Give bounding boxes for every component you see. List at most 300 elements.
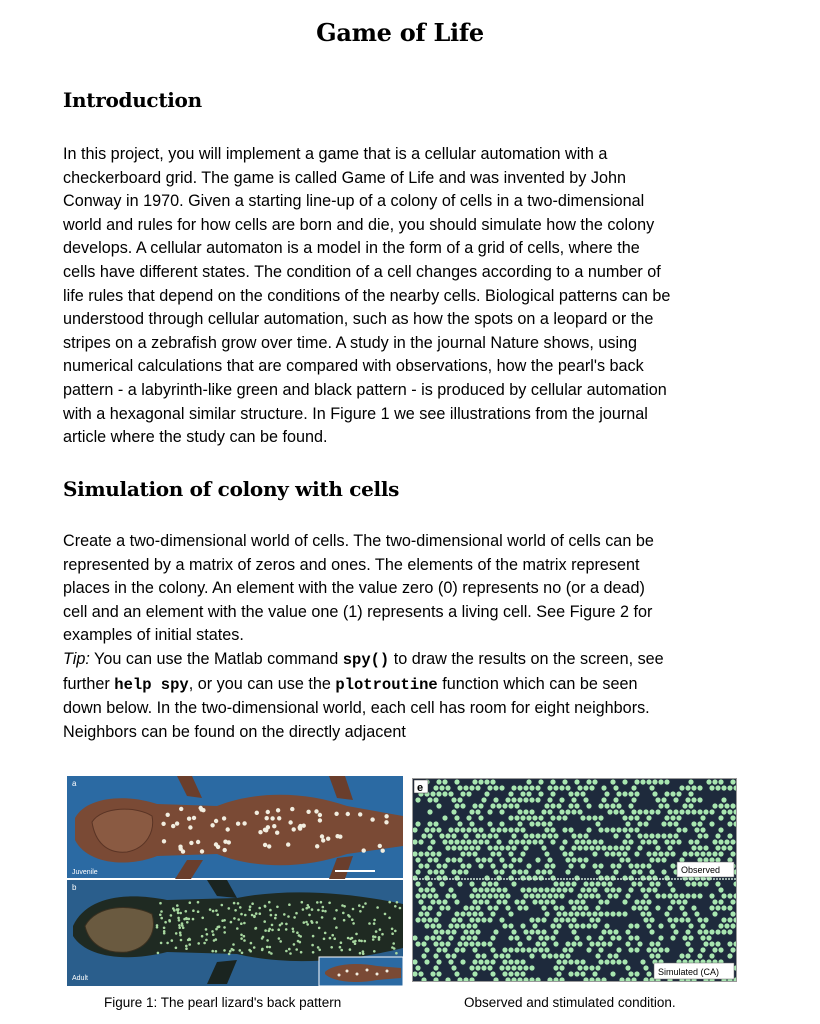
pattern-cell [460, 791, 465, 796]
adult-spot [197, 910, 200, 913]
pattern-cell [622, 911, 627, 916]
adult-spot [259, 912, 262, 915]
pattern-cell [562, 827, 567, 832]
adult-spot [188, 938, 191, 941]
adult-spot [263, 920, 266, 923]
pattern-cell [685, 785, 690, 790]
adult-spot [358, 904, 361, 907]
pattern-cell [574, 971, 579, 976]
pattern-cell [685, 941, 690, 946]
pattern-cell [538, 839, 543, 844]
pattern-cell [541, 929, 546, 934]
pattern-cell [691, 821, 696, 826]
pattern-cell [475, 941, 480, 946]
pattern-cell [472, 971, 477, 976]
pattern-cell [568, 971, 573, 976]
pattern-cell [469, 881, 474, 886]
pattern-cell [625, 941, 630, 946]
pattern-cell [589, 893, 594, 898]
pattern-cell [685, 953, 690, 958]
pattern-cell [529, 785, 534, 790]
pattern-cell [487, 941, 492, 946]
pattern-cell [676, 791, 681, 796]
pattern-cell [676, 827, 681, 832]
pattern-cell [661, 857, 666, 862]
pattern-cell [439, 929, 444, 934]
pattern-cell [658, 803, 663, 808]
adult-spot [228, 907, 231, 910]
pattern-cell [577, 941, 582, 946]
pattern-cell [502, 827, 507, 832]
pattern-cell [592, 887, 597, 892]
pattern-cell [460, 923, 465, 928]
tip-text: to draw the results on the screen, see [389, 649, 664, 668]
pattern-cell [730, 815, 735, 820]
pattern-cell [547, 869, 552, 874]
pattern-cell [550, 827, 555, 832]
pattern-cell [616, 935, 621, 940]
pattern-cell [712, 899, 717, 904]
pattern-cell [442, 815, 447, 820]
juvenile-spot [181, 849, 185, 853]
pattern-cell [457, 941, 462, 946]
pattern-cell [511, 929, 516, 934]
pattern-cell [427, 797, 432, 802]
pattern-cell [439, 785, 444, 790]
pattern-cell [514, 815, 519, 820]
adult-spot [163, 930, 166, 933]
pattern-cell [535, 869, 540, 874]
pattern-cell [652, 851, 657, 856]
pattern-cell [688, 839, 693, 844]
adult-spot [358, 939, 361, 942]
pattern-cell [532, 899, 537, 904]
pattern-cell [559, 785, 564, 790]
adult-spot [203, 942, 206, 945]
pattern-cell [688, 791, 693, 796]
pattern-cell [610, 911, 615, 916]
pattern-cell [424, 923, 429, 928]
adult-spot [160, 942, 163, 945]
pattern-cell [583, 833, 588, 838]
adult-spot [301, 901, 304, 904]
pattern-cell [442, 875, 447, 880]
juvenile-spot [276, 808, 280, 812]
pattern-cell [517, 785, 522, 790]
pattern-cell [487, 785, 492, 790]
pattern-cell [430, 827, 435, 832]
pattern-cell [415, 857, 420, 862]
adult-spot [295, 912, 298, 915]
pattern-cell [571, 941, 576, 946]
pattern-cell [724, 923, 729, 928]
pattern-cell [430, 851, 435, 856]
adult-spot [308, 914, 311, 917]
pattern-cell [526, 887, 531, 892]
pattern-cell [517, 821, 522, 826]
pattern-cell [625, 929, 630, 934]
pattern-cell [727, 809, 732, 814]
pattern-cell [643, 917, 648, 922]
adult-spot [394, 930, 397, 933]
pattern-cell [664, 779, 669, 784]
tip-label: Tip: [63, 649, 90, 668]
pattern-cell [514, 827, 519, 832]
pattern-cell [691, 809, 696, 814]
pattern-cell [469, 809, 474, 814]
pattern-cell [529, 833, 534, 838]
pattern-cell [436, 935, 441, 940]
pattern-cell [592, 971, 597, 976]
pattern-cell [568, 911, 573, 916]
paragraph-line: numerical calculations that are compared with observations, how the pearl's back [63, 357, 644, 376]
pattern-cell [454, 923, 459, 928]
paragraph-line: stripes on a zebrafish grow over time. A study in the journal Nature shows, using [63, 333, 638, 352]
pattern-cell [637, 905, 642, 910]
pattern-cell [439, 869, 444, 874]
pattern-cell [616, 911, 621, 916]
pattern-cell [508, 803, 513, 808]
pattern-cell [589, 917, 594, 922]
adult-spot [312, 935, 315, 938]
pattern-cell [553, 965, 558, 970]
pattern-cell [508, 911, 513, 916]
adult-spot [395, 952, 398, 955]
pattern-cell [487, 821, 492, 826]
plotroutine-code: plotroutine [335, 675, 438, 694]
pattern-cell [550, 935, 555, 940]
pattern-cell [511, 881, 516, 886]
adult-spot [212, 910, 215, 913]
pattern-cell [421, 941, 426, 946]
pattern-svg [413, 779, 736, 981]
pattern-cell [715, 941, 720, 946]
pattern-cell [487, 917, 492, 922]
pattern-cell [538, 947, 543, 952]
pattern-cell [544, 947, 549, 952]
adult-spot [372, 938, 375, 941]
pattern-cell [688, 947, 693, 952]
adult-spot [170, 914, 173, 917]
pattern-cell [649, 917, 654, 922]
lizard-photo-figure [67, 776, 403, 986]
pattern-cell [691, 893, 696, 898]
pattern-cell [577, 845, 582, 850]
pattern-cell [730, 851, 735, 856]
pattern-cell [697, 809, 702, 814]
adult-spot [201, 935, 204, 938]
pattern-cell [529, 917, 534, 922]
pattern-cell [631, 785, 636, 790]
pattern-cell [448, 923, 453, 928]
pattern-cell [565, 809, 570, 814]
pattern-cell [679, 953, 684, 958]
pattern-cell [427, 893, 432, 898]
pattern-cell [523, 785, 528, 790]
adult-spot [176, 904, 179, 907]
pattern-cell [529, 965, 534, 970]
pattern-cell [562, 959, 567, 964]
pattern-cell [526, 947, 531, 952]
pattern-cell [439, 941, 444, 946]
adult-spot [266, 946, 269, 949]
pattern-cell [604, 791, 609, 796]
pattern-cell [625, 857, 630, 862]
pattern-cell [586, 815, 591, 820]
adult-spot [340, 949, 343, 952]
pattern-cell [415, 917, 420, 922]
pattern-cell [592, 815, 597, 820]
pattern-cell [577, 785, 582, 790]
adult-spot [351, 937, 354, 940]
pattern-cell [454, 779, 459, 784]
pattern-cell [508, 875, 513, 880]
adult-spot [281, 922, 284, 925]
pattern-cell [613, 797, 618, 802]
pattern-cell [691, 881, 696, 886]
pattern-cell [457, 881, 462, 886]
pattern-cell [646, 815, 651, 820]
pattern-cell [631, 881, 636, 886]
pattern-cell [664, 911, 669, 916]
pattern-cell [577, 857, 582, 862]
pattern-cell [568, 899, 573, 904]
figure-caption-right: Observed and stimulated condition. [464, 995, 676, 1010]
adult-spot [343, 919, 346, 922]
pattern-cell [415, 869, 420, 874]
pattern-cell [487, 905, 492, 910]
pattern-cell [547, 785, 552, 790]
pattern-cell [469, 893, 474, 898]
pattern-cell [658, 935, 663, 940]
pattern-cell [694, 851, 699, 856]
pattern-cell [580, 839, 585, 844]
pattern-cell [427, 869, 432, 874]
pattern-cell [436, 851, 441, 856]
pattern-cell [586, 947, 591, 952]
pattern-cell [442, 779, 447, 784]
pattern-cell [580, 959, 585, 964]
pattern-cell [562, 911, 567, 916]
adult-spot [160, 910, 163, 913]
adult-spot [297, 940, 300, 943]
pattern-cell [589, 965, 594, 970]
pattern-cell [559, 893, 564, 898]
adult-spot [178, 924, 181, 927]
pattern-cell [694, 827, 699, 832]
pattern-cell [544, 899, 549, 904]
pattern-cell [526, 875, 531, 880]
adult-spot [179, 931, 182, 934]
adult-spot [306, 923, 309, 926]
pattern-cell [475, 893, 480, 898]
pattern-cell [634, 779, 639, 784]
pattern-cell [454, 971, 459, 976]
pattern-cell [628, 791, 633, 796]
pattern-cell [508, 935, 513, 940]
pattern-cell [502, 887, 507, 892]
pattern-cell [457, 869, 462, 874]
adult-spot [172, 907, 175, 910]
pattern-cell [550, 899, 555, 904]
pattern-cell [481, 797, 486, 802]
pattern-cell [496, 875, 501, 880]
pattern-cell [436, 923, 441, 928]
adult-spot [159, 902, 162, 905]
pattern-cell [469, 917, 474, 922]
pattern-cell [451, 809, 456, 814]
pattern-cell [445, 893, 450, 898]
pattern-cell [595, 893, 600, 898]
pattern-cell [427, 857, 432, 862]
pattern-cell [454, 947, 459, 952]
pattern-cell [685, 893, 690, 898]
pattern-cell [580, 923, 585, 928]
adult-spot [253, 946, 256, 949]
pattern-cell [673, 929, 678, 934]
pattern-cell [646, 899, 651, 904]
adult-spot [373, 922, 376, 925]
pattern-cell [616, 851, 621, 856]
pattern-cell [505, 893, 510, 898]
pattern-cell [658, 923, 663, 928]
pattern-cell [637, 941, 642, 946]
pattern-cell [481, 953, 486, 958]
pattern-cell [490, 935, 495, 940]
adult-spot [317, 909, 320, 912]
adult-spot [340, 941, 343, 944]
pattern-cell [697, 785, 702, 790]
pattern-cell [436, 863, 441, 868]
pattern-cell [595, 905, 600, 910]
paragraph-line: examples of initial states. [63, 626, 244, 645]
pattern-cell [601, 785, 606, 790]
pattern-cell [427, 905, 432, 910]
pattern-cell [475, 833, 480, 838]
pattern-cell [679, 905, 684, 910]
pattern-cell [670, 923, 675, 928]
adult-spot [277, 928, 280, 931]
adult-spot [264, 905, 267, 908]
adult-spot [237, 918, 240, 921]
paragraph-line: article where the study can be found. [63, 428, 328, 447]
pattern-cell [574, 839, 579, 844]
adult-spot [373, 919, 376, 922]
pattern-cell [580, 911, 585, 916]
pattern-cell [667, 917, 672, 922]
pattern-cell [586, 839, 591, 844]
pattern-cell [535, 941, 540, 946]
pattern-cell [454, 803, 459, 808]
pattern-cell [574, 791, 579, 796]
pattern-cell [721, 929, 726, 934]
pattern-cell [484, 875, 489, 880]
pattern-cell [691, 797, 696, 802]
pattern-cell [550, 923, 555, 928]
pattern-cell [499, 821, 504, 826]
pattern-cell [676, 899, 681, 904]
pattern-cell [508, 815, 513, 820]
pattern-cell [580, 887, 585, 892]
adult-spot [192, 918, 195, 921]
pattern-cell [637, 845, 642, 850]
pattern-cell [592, 911, 597, 916]
pattern-cell [550, 803, 555, 808]
pattern-cell [613, 809, 618, 814]
pattern-cell [724, 839, 729, 844]
pattern-cell [604, 899, 609, 904]
juvenile-spot [362, 848, 366, 852]
juvenile-spot [318, 818, 322, 822]
adult-spot [223, 926, 226, 929]
juvenile-spot [288, 820, 292, 824]
adult-spot [293, 943, 296, 946]
pattern-cell [553, 941, 558, 946]
pattern-cell [541, 845, 546, 850]
pattern-cell [502, 863, 507, 868]
juvenile-spot [275, 831, 279, 835]
adult-spot [189, 901, 192, 904]
pattern-cell [436, 959, 441, 964]
pattern-cell [655, 833, 660, 838]
pattern-cell [472, 827, 477, 832]
pattern-cell [718, 815, 723, 820]
pattern-cell [598, 803, 603, 808]
pattern-cell [601, 881, 606, 886]
juvenile-spot [266, 810, 270, 814]
adult-spot [359, 910, 362, 913]
pattern-cell [670, 815, 675, 820]
pattern-cell [415, 941, 420, 946]
adult-spot [181, 924, 184, 927]
pattern-cell [616, 887, 621, 892]
pattern-cell [559, 809, 564, 814]
adult-spot [261, 949, 264, 952]
pattern-cell [487, 809, 492, 814]
pattern-cell [466, 839, 471, 844]
pattern-cell [520, 923, 525, 928]
adult-spot [215, 950, 218, 953]
pattern-cell [727, 905, 732, 910]
pattern-cell [562, 779, 567, 784]
pattern-cell [493, 905, 498, 910]
pattern-cell [673, 893, 678, 898]
adult-spot [376, 906, 379, 909]
pattern-cell [454, 827, 459, 832]
adult-spot [156, 924, 159, 927]
pattern-cell [652, 791, 657, 796]
pattern-cell [529, 809, 534, 814]
pattern-cell [631, 869, 636, 874]
pattern-cell [418, 971, 423, 976]
pattern-cell [442, 839, 447, 844]
adult-spot [216, 913, 219, 916]
pattern-cell [547, 893, 552, 898]
pattern-cell [571, 917, 576, 922]
pattern-cell [616, 863, 621, 868]
pattern-cell [526, 935, 531, 940]
pattern-cell [652, 947, 657, 952]
pattern-cell [457, 797, 462, 802]
pattern-cell [571, 845, 576, 850]
pattern-cell [427, 845, 432, 850]
pattern-cell [709, 785, 714, 790]
pattern-cell [523, 893, 528, 898]
pattern-cell [691, 905, 696, 910]
pattern-cell [538, 791, 543, 796]
pattern-cell [622, 827, 627, 832]
pattern-cell [475, 857, 480, 862]
